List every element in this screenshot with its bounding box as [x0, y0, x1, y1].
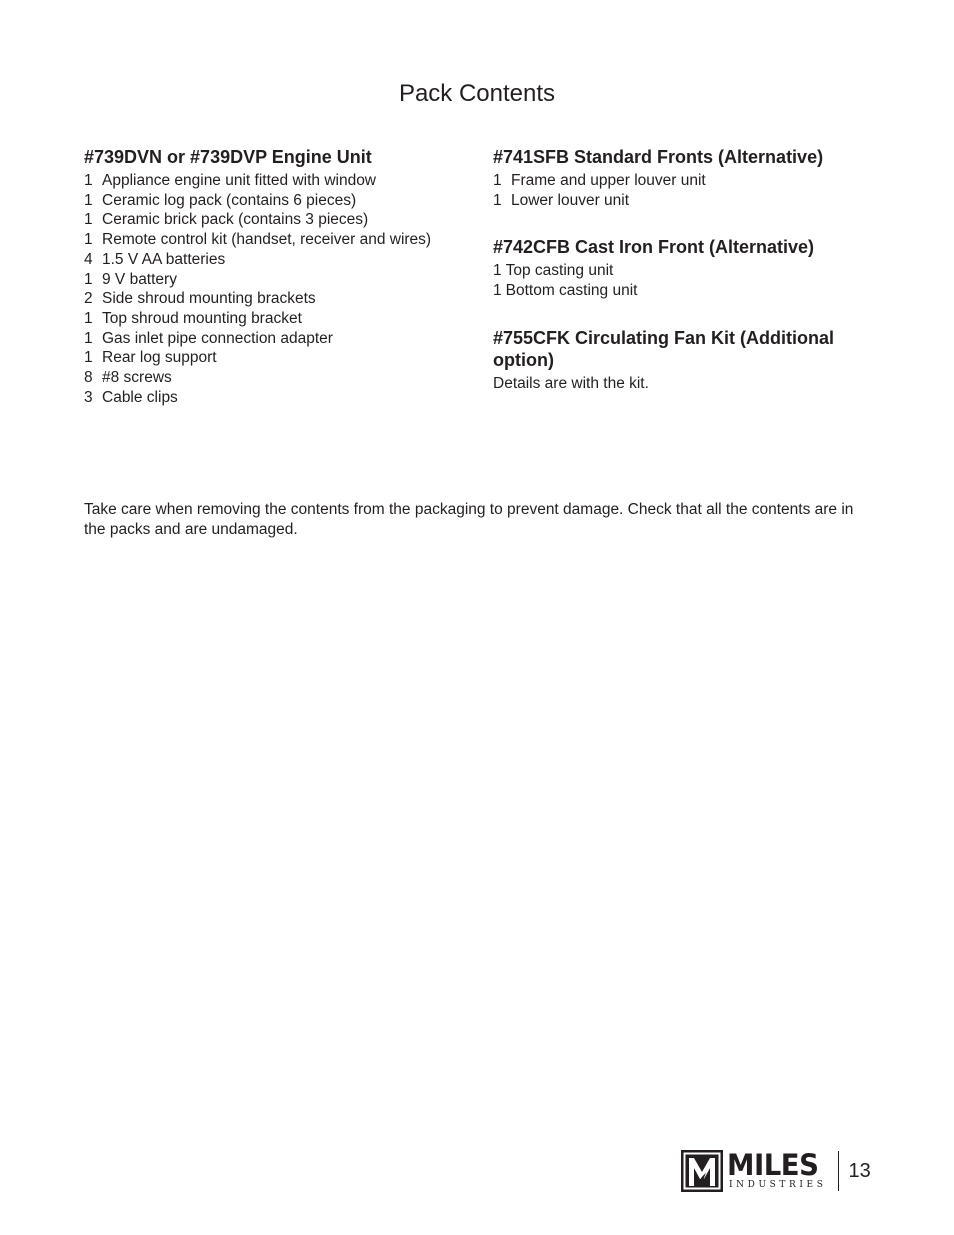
miles-logo-mark-icon — [681, 1150, 723, 1192]
item-quantity: 1 — [84, 349, 93, 367]
list-item — [84, 309, 464, 329]
engine-unit-section — [84, 146, 464, 433]
item-description: Bottom casting unit — [505, 282, 638, 300]
list-item — [84, 230, 464, 250]
list-item — [84, 388, 464, 408]
logo-wordmark: MILES — [727, 1148, 819, 1182]
cast-iron-front-section — [493, 236, 873, 300]
item-quantity: 1 — [84, 211, 93, 229]
item-quantity: 1 — [493, 191, 502, 209]
item-quantity: 1 — [493, 282, 502, 300]
item-description: Frame and upper louver unit — [511, 172, 706, 189]
item-quantity: 1 — [84, 270, 93, 288]
list-item — [493, 261, 873, 281]
list-item — [84, 171, 464, 191]
page-number: 13 — [848, 1160, 871, 1182]
section-heading: #741SFB Standard Fronts (Alternative) — [493, 147, 824, 167]
page-title: Pack Contents — [398, 80, 556, 107]
item-description: Ceramic brick pack (contains 3 pieces) — [102, 211, 369, 229]
list-item — [84, 250, 464, 270]
item-description: Ceramic log pack (contains 6 pieces) — [102, 191, 357, 209]
item-quantity: 1 — [84, 309, 93, 327]
item-description: Gas inlet pipe connection adapter — [102, 329, 333, 347]
item-quantity: 3 — [84, 388, 93, 406]
section-heading: #739DVN or #739DVP Engine Unit — [84, 147, 372, 167]
item-quantity: 1 — [84, 172, 93, 189]
item-quantity: 1 — [493, 262, 502, 280]
list-item — [84, 368, 464, 388]
list-item — [84, 329, 464, 349]
footer-divider — [838, 1151, 839, 1191]
logo-subtitle: INDUSTRIES — [729, 1180, 827, 1190]
list-item — [84, 210, 464, 230]
list-item — [493, 281, 873, 301]
item-quantity: 8 — [84, 369, 93, 387]
item-description: Cable clips — [102, 388, 178, 406]
item-quantity: 1 — [84, 191, 93, 209]
fan-kit-details: Details are with the kit. — [493, 374, 649, 392]
list-item — [84, 191, 464, 211]
handling-note: Take care when removing the contents from the packaging to prevent damage. Check that all the contents are in the packs and are undamaged. — [84, 501, 854, 538]
item-description: Appliance engine unit fitted with window — [102, 172, 377, 189]
contents-list — [84, 171, 464, 407]
list-item — [493, 191, 873, 211]
item-description: 1.5 V AA batteries — [102, 250, 226, 268]
item-description: Top casting unit — [505, 262, 614, 280]
item-description: #8 screws — [102, 369, 172, 387]
miles-industries-logo — [681, 1150, 826, 1192]
list-item — [84, 348, 464, 368]
page-footer — [681, 1149, 871, 1193]
contents-list — [493, 171, 873, 210]
standard-fronts-section — [493, 146, 873, 210]
item-description: Side shroud mounting brackets — [102, 290, 316, 308]
item-quantity: 4 — [84, 250, 93, 268]
list-item — [493, 171, 873, 191]
list-item — [84, 270, 464, 290]
item-quantity: 1 — [493, 172, 502, 189]
fan-kit-section — [493, 327, 873, 394]
item-quantity: 1 — [84, 231, 93, 249]
item-description: Lower louver unit — [511, 191, 630, 209]
item-description: Top shroud mounting bracket — [102, 309, 302, 327]
optional-kits-column — [493, 146, 873, 420]
item-description: 9 V battery — [102, 270, 177, 288]
item-description: Remote control kit (handset, receiver and wires) — [102, 231, 432, 249]
item-quantity: 2 — [84, 290, 93, 308]
contents-list — [493, 261, 873, 300]
item-quantity: 1 — [84, 329, 93, 347]
section-heading: #755CFK Circulating Fan Kit (Additional option) — [493, 327, 835, 370]
list-item — [84, 289, 464, 309]
item-description: Rear log support — [102, 349, 217, 367]
section-heading: #742CFB Cast Iron Front (Alternative) — [493, 237, 815, 258]
